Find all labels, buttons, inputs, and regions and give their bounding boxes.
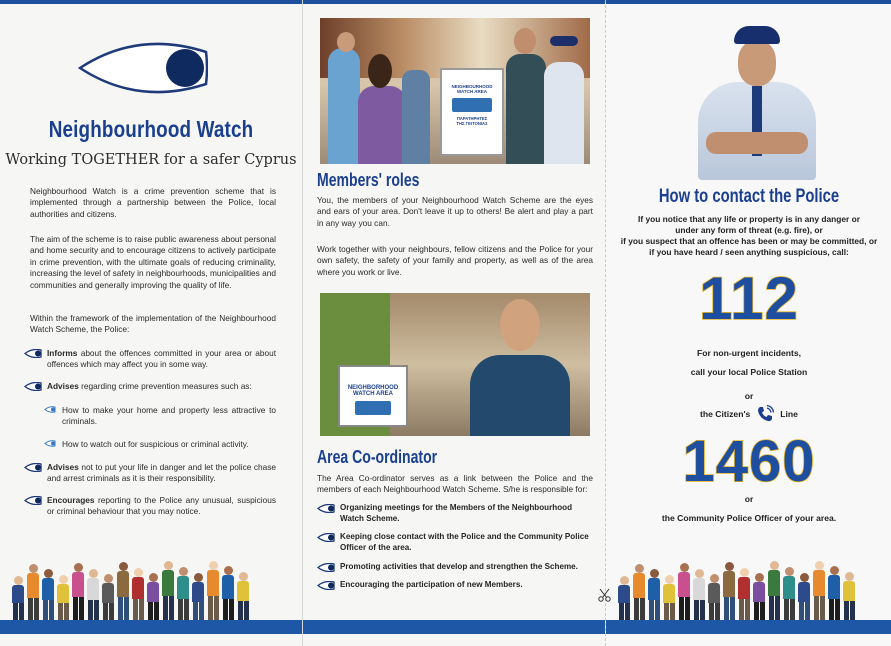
contact-intro-line: under any form of threat (e.g. fire), or bbox=[675, 225, 823, 235]
person-figure bbox=[843, 572, 855, 620]
sub-bullet-text: How to watch out for suspicious or criminal activity. bbox=[62, 439, 249, 449]
person-figure bbox=[147, 573, 159, 620]
coordinator-bullet-text: Encouraging the participation of new Members. bbox=[340, 580, 523, 589]
top-stripe bbox=[303, 0, 606, 4]
page-subtitle: Working TOGETHER for a safer Cyprus bbox=[5, 152, 297, 168]
person-figure bbox=[768, 561, 780, 620]
bullet-text: regarding crime prevention measures such as: bbox=[78, 381, 252, 391]
coordinator-paragraph: The Area Co-ordinator serves as a link between the Police and the members of each Neighbourhood Watch Scheme. S/he is responsible for: bbox=[317, 473, 593, 495]
eye-bullet-icon bbox=[317, 504, 335, 513]
coordinator-bullet-text: Keeping close contact with the Police and the Community Police Officer of the area. bbox=[340, 532, 589, 552]
person-figure bbox=[328, 48, 360, 164]
eye-bullet-icon bbox=[24, 463, 42, 472]
officer-figure bbox=[544, 62, 584, 164]
person-figure bbox=[470, 355, 570, 436]
person-figure bbox=[506, 54, 546, 164]
or-text: or bbox=[744, 494, 754, 504]
community-officer-text: the Community Police Officer of your area. bbox=[661, 513, 837, 523]
bullet-lead: Advises bbox=[47, 381, 79, 391]
person-figure bbox=[708, 574, 720, 620]
person-figure bbox=[337, 32, 355, 52]
person-figure bbox=[723, 562, 735, 620]
sign-text: ΠΑΡΑΤΗΡΗΤΕΣ bbox=[456, 116, 488, 121]
person-figure bbox=[368, 54, 392, 88]
intro-paragraph-2: The aim of the scheme is to raise public awareness about personal and home security and to encourage citizens to actively participate in crime prevention, with the ultimate goals of reducing criminality, increasing the level of safety in neighbourhoods, municipalities and communities and generally improving the quality of life. bbox=[30, 234, 276, 290]
police-bullet-informs bbox=[24, 348, 276, 371]
sign-text: NEIGHBORHOOD bbox=[347, 385, 399, 391]
citizens-line-label: Line bbox=[780, 409, 798, 419]
man-on-phone-photo bbox=[320, 293, 590, 436]
members-paragraph-1: You, the members of your Neighbourhood Watch Scheme are the eyes and ears of your area. Don't leave it up to others! Be alert and play a part in any way you can. bbox=[317, 195, 593, 228]
sub-bullet-text: How to make your home and property less attractive to criminals. bbox=[62, 405, 276, 427]
intro-paragraph-3: Within the framework of the implementation of the Neighbourhood Watch Scheme, the Police: bbox=[30, 313, 276, 335]
panel-contact bbox=[605, 0, 891, 646]
bottom-stripe bbox=[0, 620, 302, 634]
page-title: Neighbourhood Watch bbox=[48, 116, 254, 142]
eye-bullet-icon bbox=[24, 349, 42, 358]
sign-eye-icon bbox=[355, 401, 391, 415]
scissors-icon bbox=[598, 588, 612, 602]
small-eye-bullet-icon bbox=[44, 406, 56, 413]
person-figure bbox=[102, 574, 114, 620]
neighbourhood-watch-sign bbox=[338, 365, 408, 427]
contact-intro-line: if you suspect that an offence has been or may be committed, or bbox=[620, 236, 878, 246]
person-figure bbox=[738, 568, 750, 620]
bullet-lead: Informs bbox=[47, 348, 78, 358]
person-figure bbox=[72, 563, 84, 620]
contact-intro-line: If you notice that any life or property is in any danger or bbox=[638, 214, 860, 224]
phone-icon bbox=[756, 405, 774, 423]
bullet-lead: Encourages bbox=[47, 495, 95, 505]
people-strip bbox=[618, 550, 888, 620]
bottom-stripe bbox=[303, 620, 606, 634]
bullet-text: not to put your life in danger and let the police chase and arrest criminals as it is their responsibility. bbox=[47, 462, 276, 484]
eye-logo-icon bbox=[78, 38, 208, 98]
members-roles-title: Members' roles bbox=[317, 170, 420, 190]
or-text: or bbox=[744, 391, 754, 401]
bullet-lead: Advises bbox=[47, 462, 79, 472]
person-figure bbox=[87, 569, 99, 620]
person-figure bbox=[648, 569, 660, 620]
sign-text: WATCH AREA bbox=[457, 89, 487, 94]
person-figure bbox=[27, 564, 39, 620]
police-bullet-advises bbox=[24, 381, 276, 392]
person-figure bbox=[500, 299, 540, 351]
officer-cap-icon bbox=[550, 36, 578, 46]
eye-bullet-icon bbox=[24, 496, 42, 505]
person-figure bbox=[177, 567, 189, 620]
panel-intro bbox=[0, 0, 302, 646]
eye-bullet-icon bbox=[24, 382, 42, 391]
person-figure bbox=[192, 573, 204, 620]
sub-bullet-watch bbox=[44, 439, 276, 450]
eye-bullet-icon bbox=[317, 533, 335, 542]
coordinator-bullet bbox=[317, 580, 593, 591]
local-station-text: call your local Police Station bbox=[690, 367, 808, 377]
bottom-stripe bbox=[606, 620, 891, 634]
officer-beret-icon bbox=[734, 26, 780, 44]
people-strip bbox=[12, 550, 294, 620]
person-figure bbox=[813, 561, 825, 620]
coordinator-bullet bbox=[317, 503, 593, 524]
police-bullet-advises-safety bbox=[24, 462, 276, 485]
police-bullet-encourages bbox=[24, 495, 276, 518]
person-figure bbox=[663, 575, 675, 620]
person-figure bbox=[798, 573, 810, 620]
contact-title: How to contact the Police bbox=[658, 186, 840, 207]
top-stripe bbox=[0, 0, 302, 4]
citizens-line-row bbox=[606, 405, 891, 423]
person-figure bbox=[753, 573, 765, 620]
citizens-line-label: the Citizen's bbox=[700, 409, 751, 419]
eye-bullet-icon bbox=[317, 581, 335, 590]
person-figure bbox=[693, 569, 705, 620]
person-figure bbox=[514, 28, 536, 54]
bullet-text: about the offences committed in your area or about offences which may affect you in some way. bbox=[47, 348, 276, 370]
eye-bullet-icon bbox=[317, 563, 335, 572]
intro-paragraph-1: Neighbourhood Watch is a crime prevention scheme that is implemented through a partnership between the Police, local authorities and citizens. bbox=[30, 186, 276, 219]
coordinator-bullet-text: Promoting activities that develop and strengthen the Scheme. bbox=[340, 562, 578, 571]
panel-roles bbox=[302, 0, 605, 646]
person-figure bbox=[618, 576, 630, 620]
contact-intro-line: if you have heard / seen anything suspicious, call: bbox=[649, 247, 849, 257]
sign-text: WATCH AREA bbox=[353, 391, 393, 397]
bullet-text: reporting to the Police any unusual, suspicious or criminal behaviour that you may notice. bbox=[47, 495, 276, 517]
person-figure bbox=[117, 562, 129, 620]
sign-eye-icon bbox=[452, 98, 492, 112]
emergency-number: 112 bbox=[699, 265, 799, 332]
sign-text: NEIGHBOURHOOD bbox=[451, 84, 493, 89]
coordinator-bullet bbox=[317, 562, 593, 573]
citizens-line-number: 1460 bbox=[682, 429, 816, 494]
small-eye-bullet-icon bbox=[44, 440, 56, 447]
sub-bullet-home bbox=[44, 405, 276, 428]
person-figure bbox=[237, 572, 249, 620]
person-figure bbox=[222, 566, 234, 620]
person-figure bbox=[162, 561, 174, 620]
person-figure bbox=[12, 576, 24, 620]
sign-text: ΤΗΣ ΓΕΙΤΟΝΙΑΣ bbox=[456, 121, 488, 126]
person-figure bbox=[633, 564, 645, 620]
members-paragraph-2: Work together with your neighbours, fellow citizens and the Police for your own safety, the safety of your family and property, as well as of the area where you work or live. bbox=[317, 244, 593, 277]
non-urgent-text: For non-urgent incidents, bbox=[696, 348, 802, 358]
officer-arms bbox=[706, 132, 808, 154]
coordinator-bullet-text: Organizing meetings for the Members of the Neighbourhood Watch Scheme. bbox=[340, 503, 573, 523]
person-figure bbox=[678, 563, 690, 620]
person-figure bbox=[828, 566, 840, 620]
police-officer-photo bbox=[698, 22, 816, 180]
person-figure bbox=[42, 569, 54, 620]
group-photo bbox=[320, 18, 590, 164]
person-figure bbox=[358, 86, 406, 164]
coordinator-bullet bbox=[317, 532, 593, 553]
person-figure bbox=[207, 561, 219, 620]
person-figure bbox=[132, 568, 144, 620]
person-figure bbox=[783, 567, 795, 620]
officer-face bbox=[738, 40, 776, 86]
area-coordinator-title: Area Co-ordinator bbox=[317, 447, 438, 467]
person-figure bbox=[57, 575, 69, 620]
neighbourhood-watch-sign bbox=[440, 68, 504, 156]
person-figure bbox=[402, 70, 430, 164]
contact-intro bbox=[606, 214, 891, 258]
top-stripe bbox=[606, 0, 891, 4]
